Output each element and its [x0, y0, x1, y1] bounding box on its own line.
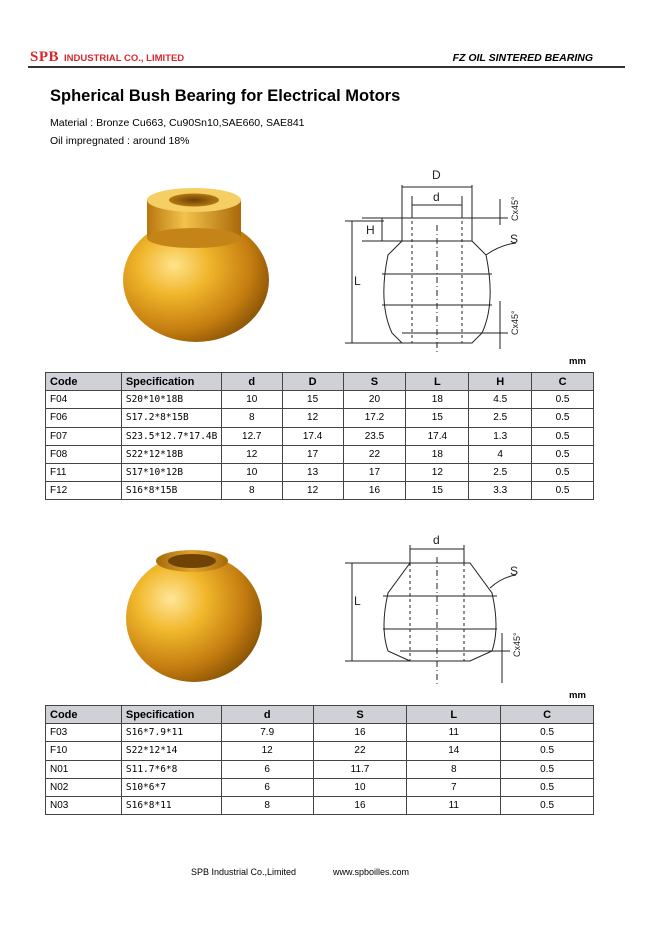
- column-header: S: [343, 373, 406, 391]
- dim-H-label: H: [366, 223, 375, 237]
- company-name: INDUSTRIAL CO., LIMITED: [64, 53, 185, 64]
- specification-cell: S23.5*12.7*17.4B: [121, 427, 221, 445]
- value-cell: 15: [406, 482, 469, 500]
- table-row: [46, 778, 594, 796]
- value-cell: 16: [343, 482, 406, 500]
- value-cell: 10: [313, 778, 407, 796]
- header-divider: [28, 66, 625, 68]
- value-cell: 12: [221, 742, 313, 760]
- company-logo: SPB: [30, 49, 60, 65]
- specification-cell: S16*8*11: [121, 796, 221, 814]
- code-cell: F06: [46, 409, 122, 427]
- value-cell: 8: [407, 760, 501, 778]
- column-header: Code: [46, 706, 122, 724]
- dim-c-top-label: Cx45°: [510, 196, 520, 221]
- value-cell: 0.5: [532, 409, 594, 427]
- value-cell: 0.5: [532, 427, 594, 445]
- value-cell: 12: [406, 463, 469, 481]
- dim-L-label: L: [354, 594, 361, 608]
- value-cell: 23.5: [343, 427, 406, 445]
- value-cell: 11.7: [313, 760, 407, 778]
- table-row: [46, 445, 594, 463]
- value-cell: 16: [313, 796, 407, 814]
- column-header: Specification: [121, 706, 221, 724]
- value-cell: 22: [313, 742, 407, 760]
- dim-c-bottom-label: Cx45°: [510, 310, 520, 335]
- spherical-bearing-drawing: [340, 533, 530, 693]
- code-cell: N03: [46, 796, 122, 814]
- value-cell: 0.5: [532, 445, 594, 463]
- value-cell: 2.5: [469, 409, 532, 427]
- dim-S-label: S: [510, 564, 519, 578]
- value-cell: 12: [282, 482, 343, 500]
- code-cell: N02: [46, 778, 122, 796]
- specification-cell: S20*10*18B: [121, 391, 221, 409]
- specification-cell: S22*12*18B: [121, 445, 221, 463]
- value-cell: 22: [343, 445, 406, 463]
- footer-website[interactable]: www.spboilles.com: [333, 867, 410, 877]
- value-cell: 13: [282, 463, 343, 481]
- page-title: Spherical Bush Bearing for Electrical Motors: [50, 87, 401, 105]
- value-cell: 14: [407, 742, 501, 760]
- column-header: L: [407, 706, 501, 724]
- spec-table-2: [45, 705, 594, 815]
- dim-L-label: L: [354, 274, 361, 288]
- column-header: H: [469, 373, 532, 391]
- value-cell: 6: [221, 778, 313, 796]
- flanged-bearing-image: [118, 180, 274, 345]
- column-header: Code: [46, 373, 122, 391]
- column-header: Specification: [121, 373, 221, 391]
- value-cell: 17.4: [406, 427, 469, 445]
- table1-unit: mm: [569, 356, 586, 367]
- specification-cell: S22*12*14: [121, 742, 221, 760]
- value-cell: 0.5: [501, 796, 594, 814]
- table-row: [46, 427, 594, 445]
- value-cell: 0.5: [501, 778, 594, 796]
- code-cell: F10: [46, 742, 122, 760]
- specification-cell: S11.7*6*8: [121, 760, 221, 778]
- table-row: [46, 796, 594, 814]
- table-header-row: [46, 706, 594, 724]
- table-row: [46, 742, 594, 760]
- value-cell: 8: [221, 482, 282, 500]
- value-cell: 0.5: [501, 742, 594, 760]
- code-cell: F12: [46, 482, 122, 500]
- value-cell: 20: [343, 391, 406, 409]
- spherical-bearing-image: [118, 543, 274, 685]
- dim-S-label: S: [510, 232, 519, 246]
- table-row: [46, 463, 594, 481]
- value-cell: 10: [221, 463, 282, 481]
- table-row: [46, 760, 594, 778]
- value-cell: 12: [282, 409, 343, 427]
- value-cell: 15: [406, 409, 469, 427]
- code-cell: F08: [46, 445, 122, 463]
- material-text: Material : Bronze Cu663, Cu90Sn10,SAE660, SAE841: [50, 117, 305, 129]
- table-row: [46, 482, 594, 500]
- value-cell: 3.3: [469, 482, 532, 500]
- column-header: C: [501, 706, 594, 724]
- value-cell: 11: [407, 724, 501, 742]
- value-cell: 17.4: [282, 427, 343, 445]
- specification-cell: S16*8*15B: [121, 482, 221, 500]
- value-cell: 18: [406, 391, 469, 409]
- code-cell: F11: [46, 463, 122, 481]
- value-cell: 2.5: [469, 463, 532, 481]
- column-header: S: [313, 706, 407, 724]
- column-header: d: [221, 373, 282, 391]
- value-cell: 17: [343, 463, 406, 481]
- value-cell: 17.2: [343, 409, 406, 427]
- specification-cell: S17.2*8*15B: [121, 409, 221, 427]
- value-cell: 1.3: [469, 427, 532, 445]
- dim-D-label: D: [432, 168, 441, 182]
- value-cell: 0.5: [532, 463, 594, 481]
- column-header: D: [282, 373, 343, 391]
- table-header-row: [46, 373, 594, 391]
- spec-table-1: [45, 372, 594, 500]
- value-cell: 17: [282, 445, 343, 463]
- value-cell: 16: [313, 724, 407, 742]
- table-row: [46, 391, 594, 409]
- value-cell: 18: [406, 445, 469, 463]
- code-cell: F03: [46, 724, 122, 742]
- value-cell: 0.5: [532, 391, 594, 409]
- value-cell: 0.5: [532, 482, 594, 500]
- dim-c-label: Cx45°: [512, 632, 522, 657]
- code-cell: F07: [46, 427, 122, 445]
- value-cell: 7: [407, 778, 501, 796]
- value-cell: 10: [221, 391, 282, 409]
- value-cell: 8: [221, 409, 282, 427]
- code-cell: N01: [46, 760, 122, 778]
- column-header: d: [221, 706, 313, 724]
- value-cell: 0.5: [501, 760, 594, 778]
- value-cell: 11: [407, 796, 501, 814]
- value-cell: 6: [221, 760, 313, 778]
- code-cell: F04: [46, 391, 122, 409]
- value-cell: 4.5: [469, 391, 532, 409]
- value-cell: 12.7: [221, 427, 282, 445]
- header-product-line: FZ OIL SINTERED BEARING: [452, 52, 593, 64]
- column-header: L: [406, 373, 469, 391]
- dim-d-label: d: [433, 190, 440, 204]
- value-cell: 12: [221, 445, 282, 463]
- value-cell: 15: [282, 391, 343, 409]
- flanged-bearing-drawing: [340, 163, 530, 355]
- column-header: C: [532, 373, 594, 391]
- oil-impregnation-text: Oil impregnated : around 18%: [50, 135, 190, 147]
- value-cell: 0.5: [501, 724, 594, 742]
- specification-cell: S10*6*7: [121, 778, 221, 796]
- table2-unit: mm: [569, 690, 586, 701]
- table-row: [46, 409, 594, 427]
- value-cell: 7.9: [221, 724, 313, 742]
- specification-cell: S17*10*12B: [121, 463, 221, 481]
- footer-company: SPB Industrial Co.,Limited: [191, 867, 297, 877]
- specification-cell: S16*7.9*11: [121, 724, 221, 742]
- table-row: [46, 724, 594, 742]
- value-cell: 8: [221, 796, 313, 814]
- value-cell: 4: [469, 445, 532, 463]
- dim-d-label: d: [433, 533, 440, 547]
